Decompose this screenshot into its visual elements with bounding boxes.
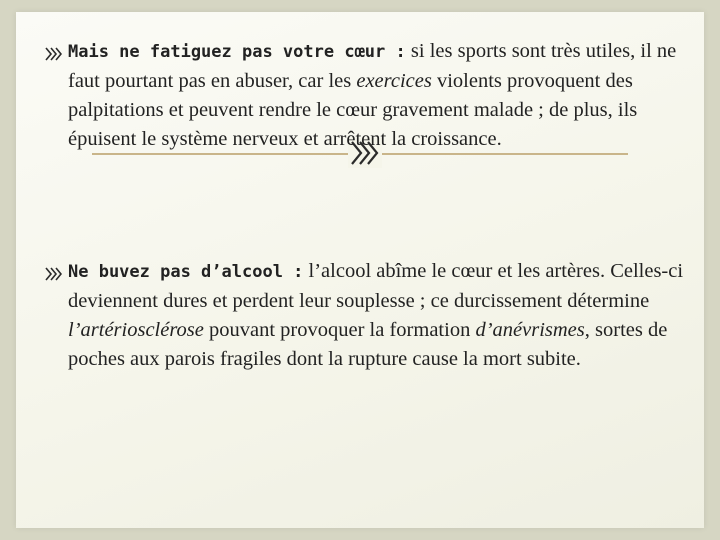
arrow-bullet-icon	[44, 263, 62, 281]
text-segment: si les sports sont très utiles, il ne faut pourtant pas en abuser, car les	[68, 40, 677, 92]
italic-term: exercices	[356, 70, 432, 92]
paragraph-lead: Mais ne fatiguez pas votre cœur :	[68, 42, 406, 62]
paragraph-text	[68, 37, 684, 154]
text-segment: , sortes de poches aux parois fragiles dont la rupture cause la mort subite.	[68, 319, 668, 370]
italic-term: d’anévrismes	[475, 319, 585, 341]
text-segment: l’alcool abîme le cœur et les artères. Celles-ci deviennent dures et perdent leur souplesse ; ce durcissement détermine	[68, 260, 684, 312]
paragraph-alcohol	[44, 257, 684, 374]
paragraph-heart	[44, 37, 684, 154]
text-segment: pouvant provoquer la formation	[203, 319, 476, 341]
paragraph-text	[68, 257, 684, 374]
arrow-bullet-icon	[44, 43, 62, 61]
paragraph-lead: Ne buvez pas d’alcool :	[68, 262, 304, 282]
italic-term: l’artériosclérose	[68, 319, 204, 341]
text-segment: violents provoquent des palpitations et peuvent rendre le cœur gravement malade ; de plus, ils épuisent le système nerveux et arrêtent la croissance.	[68, 70, 638, 150]
